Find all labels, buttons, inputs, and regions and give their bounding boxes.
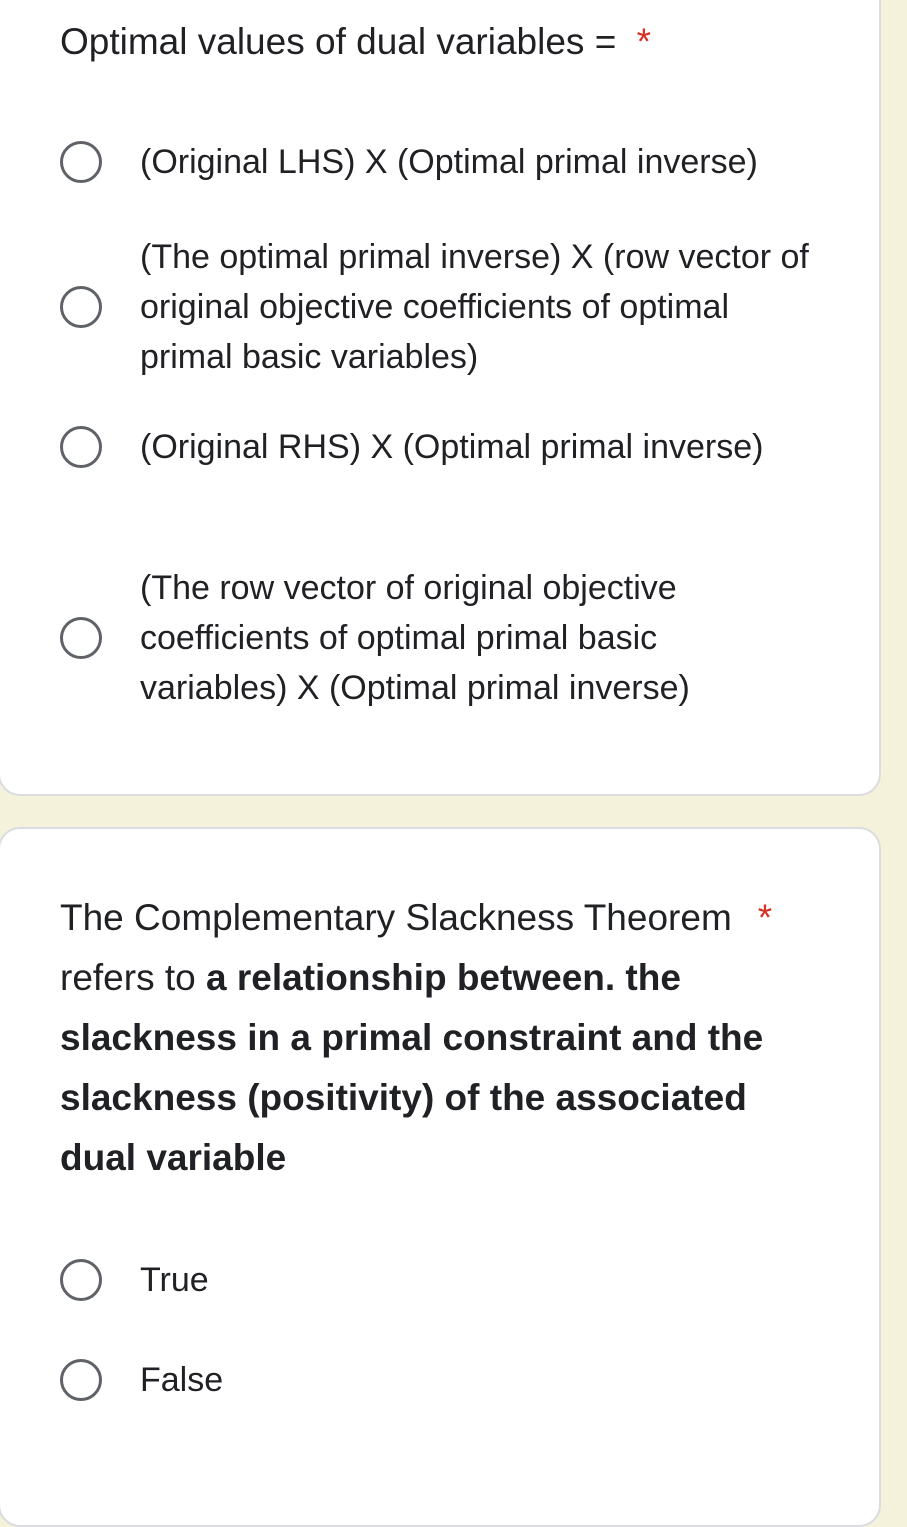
option-label: (Original LHS) X (Optimal primal inverse)	[140, 143, 758, 181]
radio-button[interactable]	[60, 1359, 102, 1401]
option-original-lhs[interactable]	[60, 137, 820, 187]
question-text-prefix: refers to	[60, 957, 206, 998]
option-label: False	[140, 1361, 224, 1399]
radio-button[interactable]	[60, 286, 102, 328]
radio-button[interactable]	[60, 1259, 102, 1301]
radio-button[interactable]	[60, 141, 102, 183]
radio-button[interactable]	[60, 426, 102, 468]
required-asterisk: *	[757, 897, 773, 938]
question-text-bold: a relationship between. the slackness in a primal constraint and the slackness (positivity) of the associated dual variable	[60, 957, 764, 1178]
required-asterisk: *	[636, 21, 652, 62]
option-false[interactable]	[60, 1355, 820, 1405]
question-text: Optimal values of dual variables =	[60, 21, 627, 62]
option-label: (The row vector of original objective coefficients of optimal primal basic variables) X (Optimal primal inverse)	[140, 569, 690, 707]
option-true[interactable]	[60, 1255, 820, 1305]
option-inverse-times-row[interactable]	[60, 232, 820, 382]
option-label: (Original RHS) X (Optimal primal inverse)	[140, 428, 764, 466]
option-original-rhs[interactable]	[60, 422, 820, 472]
question-title	[60, 888, 820, 1188]
question-title	[60, 12, 820, 72]
question-text: The Complementary Slackness Theorem	[60, 897, 732, 938]
option-row-times-inverse[interactable]	[60, 563, 820, 713]
option-label: (The optimal primal inverse) X (row vector of original objective coefficients of optimal primal basic variables)	[140, 238, 809, 376]
radio-button[interactable]	[60, 617, 102, 659]
option-label: True	[140, 1261, 209, 1299]
